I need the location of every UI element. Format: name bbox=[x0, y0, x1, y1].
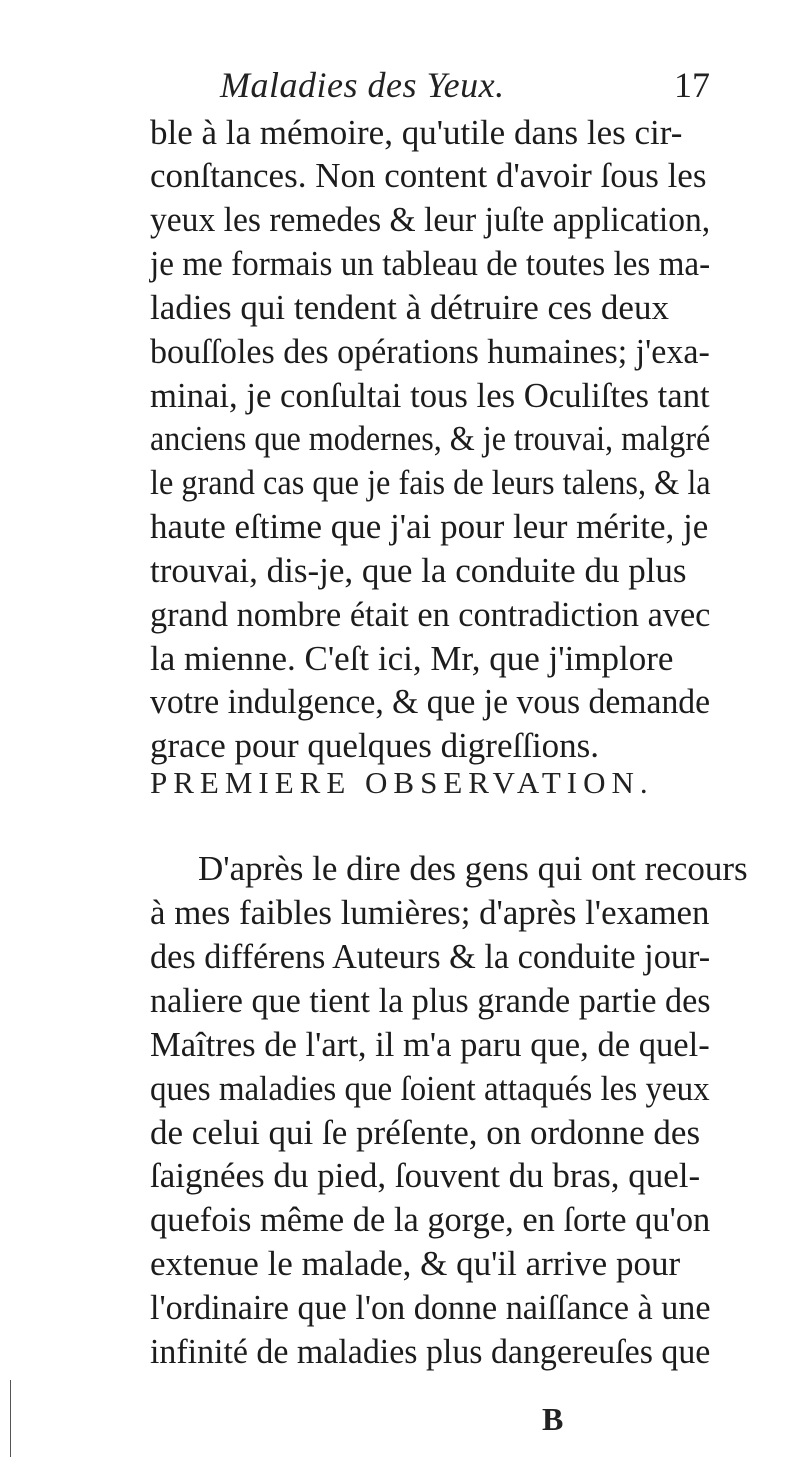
text-line: bouſſoles des opérations humaines; j'exa- bbox=[150, 332, 710, 371]
text-line: quefois même de la gorge, en ſorte qu'on bbox=[150, 1200, 711, 1239]
text-line: ques maladies que ſoient attaqués les yeux bbox=[150, 1069, 710, 1108]
text-line: conſtances. Non content d'avoir ſous les bbox=[150, 156, 707, 195]
text-line: l'ordinaire que l'on donne naiſſance à une bbox=[150, 1288, 711, 1327]
running-title: Maladies des Yeux. bbox=[220, 65, 505, 105]
text-line: votre indulgence, & que je vous demande bbox=[150, 682, 711, 721]
text-line: trouvai, dis-je, que la conduite du plus bbox=[150, 551, 687, 590]
signature-mark: B bbox=[542, 1401, 564, 1437]
text-line: grand nombre était en contradiction avec bbox=[150, 595, 711, 634]
text-line: haute eſtime que j'ai pour leur mérite, je bbox=[150, 507, 709, 546]
page-edge-line bbox=[10, 1380, 11, 1457]
text-line: de celui qui ſe préſente, on ordonne des bbox=[150, 1113, 701, 1152]
running-head bbox=[150, 64, 710, 114]
text-line: ſaignées du pied, ſouvent du bras, quel- bbox=[150, 1156, 701, 1195]
text-line: D'après le dire des gens qui ont recours bbox=[198, 849, 748, 888]
text-line: naliere que tient la plus grande partie des bbox=[150, 981, 711, 1020]
text-line: anciens que modernes, & je trouvai, malgré bbox=[150, 419, 711, 458]
text-line: extenue le malade, & qu'il arrive pour bbox=[150, 1244, 681, 1283]
text-line: ble à la mémoire, qu'utile dans les cir- bbox=[150, 113, 683, 152]
text-line: grace pour quelques digreſſions. bbox=[150, 726, 600, 765]
text-line: infinité de maladies plus dangereuſes que bbox=[150, 1332, 711, 1371]
page-number: 17 bbox=[674, 65, 710, 105]
text-line: des différens Auteurs & la conduite jour- bbox=[150, 937, 711, 976]
text-line: minai, je conſultai tous les Oculiſtes tant bbox=[150, 376, 710, 415]
text-line: Maîtres de l'art, il m'a paru que, de quel- bbox=[150, 1025, 710, 1064]
section-heading: PREMIERE OBSERVATION. bbox=[150, 765, 654, 800]
text-line: à mes faibles lumières; d'après l'examen bbox=[150, 893, 710, 932]
text-line: ladies qui tendent à détruire ces deux bbox=[150, 288, 669, 327]
text-line: je me formais un tableau de toutes les ma- bbox=[150, 244, 711, 283]
text-line: la mienne. C'eſt ici, Mr, que j'implore bbox=[150, 639, 674, 678]
text-line: yeux les remedes & leur juſte application, bbox=[150, 200, 711, 239]
text-line: le grand cas que je fais de leurs talens, & la bbox=[150, 463, 711, 502]
